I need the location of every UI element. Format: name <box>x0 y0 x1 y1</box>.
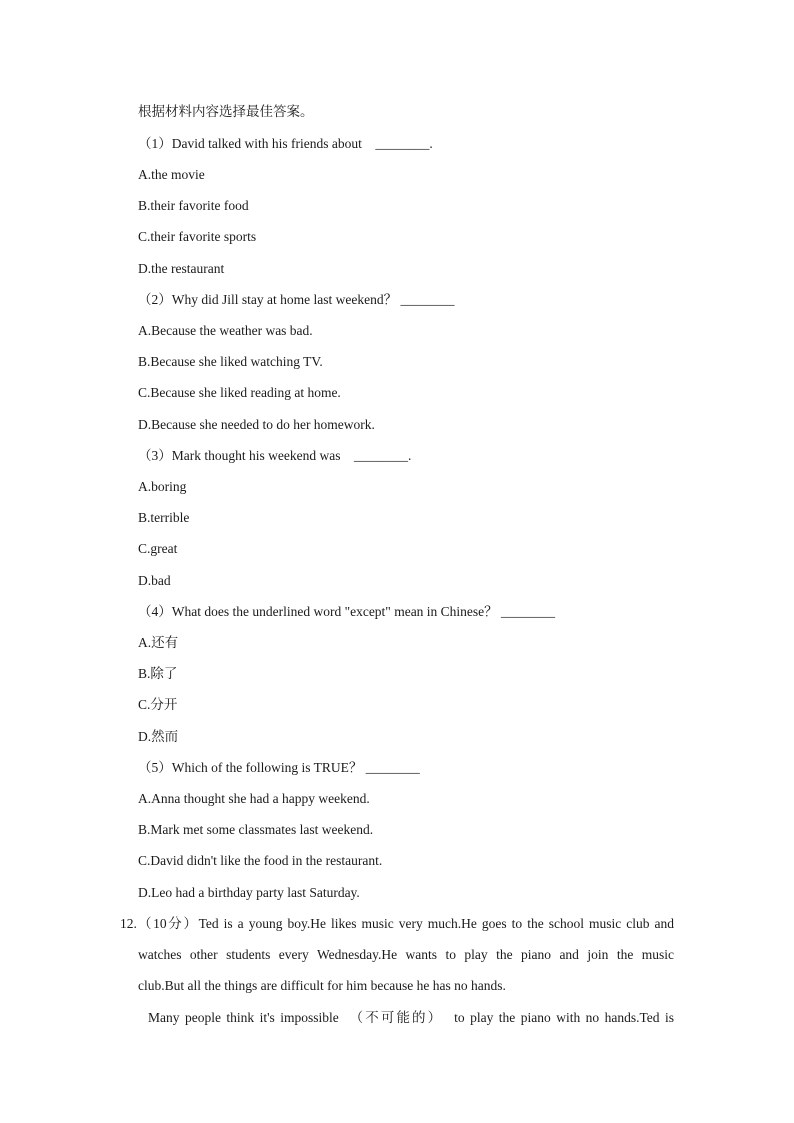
question-1-option-a: A.the movie <box>138 167 205 182</box>
question-12-line-3: club.But all the things are difficult for him because he has no hands. <box>138 978 506 993</box>
question-5-option-d: D.Leo had a birthday party last Saturday. <box>138 885 360 900</box>
question-1-option-d: D.the restaurant <box>138 261 225 276</box>
question-5-option-c: C.David didn't like the food in the restaurant. <box>138 853 383 868</box>
question-2-option-b: B.Because she liked watching TV. <box>138 354 323 369</box>
question-4-option-b: B.除了 <box>138 666 178 681</box>
question-2-stem: （2）Why did Jill stay at home last weekend？ ________ <box>138 292 455 307</box>
question-3-option-d: D.bad <box>138 573 171 588</box>
question-2-option-c: C.Because she liked reading at home. <box>138 385 341 400</box>
question-4-option-a: A.还有 <box>138 635 179 650</box>
question-1-option-c: C.their favorite sports <box>138 229 257 244</box>
question-3-option-b: B.terrible <box>138 510 190 525</box>
question-5-option-a: A.Anna thought she had a happy weekend. <box>138 791 370 806</box>
question-3-option-a: A.boring <box>138 479 187 494</box>
question-2-option-a: A.Because the weather was bad. <box>138 323 313 338</box>
question-12-number: 12. <box>120 916 137 931</box>
question-3-stem: （3）Mark thought his weekend was ________. <box>138 448 412 463</box>
instruction: 根据材料内容选择最佳答案。 <box>138 104 314 119</box>
question-12-line-4: Many people think it's impossible （不可能的） to play the piano with no hands.Ted is <box>148 1010 674 1025</box>
question-4-option-c: C.分开 <box>138 697 178 712</box>
question-1-option-b: B.their favorite food <box>138 198 249 213</box>
question-4-stem: （4）What does the underlined word "except" mean in Chinese？ ________ <box>138 604 556 619</box>
question-3-option-c: C.great <box>138 541 178 556</box>
question-4-option-d: D.然而 <box>138 729 179 744</box>
question-12-line-2: watches other students every Wednesday.He wants to play the piano and join the music <box>138 947 674 962</box>
question-1-stem: （1）David talked with his friends about ________. <box>138 136 433 151</box>
question-5-option-b: B.Mark met some classmates last weekend. <box>138 822 374 837</box>
question-12-line-1: （10分）Ted is a young boy.He likes music very much.He goes to the school music club and <box>138 916 674 931</box>
question-2-option-d: D.Because she needed to do her homework. <box>138 417 375 432</box>
question-5-stem: （5）Which of the following is TRUE？ ________ <box>138 760 420 775</box>
